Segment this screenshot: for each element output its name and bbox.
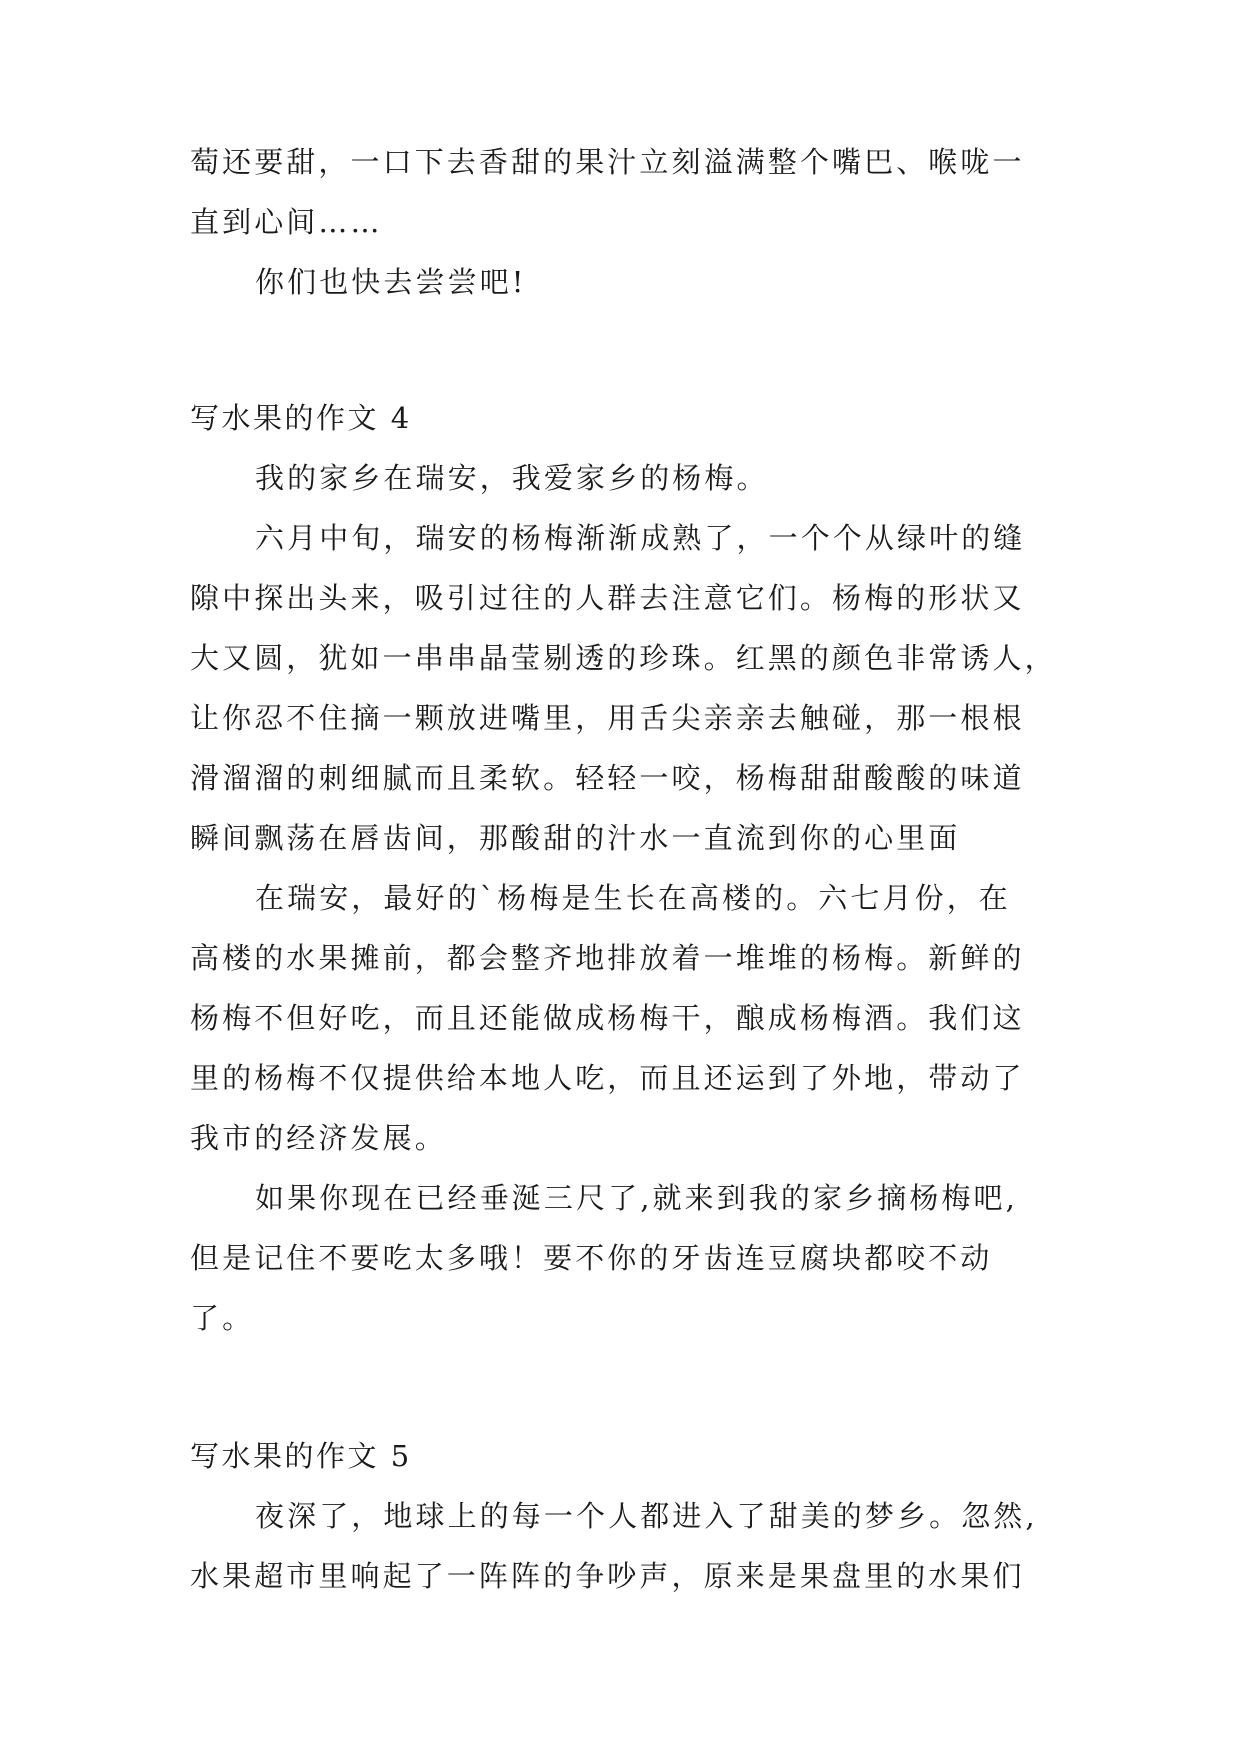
paragraph-line: 隙中探出头来，吸引过往的人群去注意它们。杨梅的形状又 <box>190 581 1025 615</box>
paragraph-line: 大又圆，犹如一串串晶莹剔透的珍珠。红黑的颜色非常诱人， <box>190 641 1057 675</box>
paragraph-line: 我市的经济发展。 <box>190 1121 447 1155</box>
paragraph-line: 如果你现在已经垂涎三尺了,就来到我的家乡摘杨梅吧, <box>255 1181 1018 1215</box>
paragraph-line: 水果超市里响起了一阵阵的争吵声，原来是果盘里的水果们 <box>190 1559 1025 1593</box>
paragraph-line: 萄还要甜，一口下去香甜的果汁立刻溢满整个嘴巴、喉咙一 <box>190 145 1025 179</box>
paragraph-line: 夜深了，地球上的每一个人都进入了甜美的梦乡。忽然, <box>255 1499 1038 1533</box>
section-heading: 写水果的作文 4 <box>190 401 412 435</box>
paragraph-line: 但是记住不要吃太多哦！要不你的牙齿连豆腐块都咬不动 <box>190 1241 993 1275</box>
paragraph-line: 让你忍不住摘一颗放进嘴里，用舌尖亲亲去触碰，那一根根 <box>190 701 1025 735</box>
paragraph-line: 高楼的水果摊前，都会整齐地排放着一堆堆的杨梅。新鲜的 <box>190 941 1025 975</box>
paragraph-line: 里的杨梅不仅提供给本地人吃，而且还运到了外地，带动了 <box>190 1061 1025 1095</box>
paragraph-line: 六月中旬，瑞安的杨梅渐渐成熟了，一个个从绿叶的缝 <box>255 521 1026 555</box>
paragraph-line: 你们也快去尝尝吧! <box>255 265 527 299</box>
paragraph-line: 我的家乡在瑞安，我爱家乡的杨梅。 <box>255 461 769 495</box>
paragraph-line: 了。 <box>190 1301 255 1335</box>
paragraph-line: 在瑞安，最好的`杨梅是生长在高楼的。六七月份，在 <box>255 881 1011 915</box>
section-heading: 写水果的作文 5 <box>190 1439 412 1473</box>
paragraph-line: 杨梅不但好吃，而且还能做成杨梅干，酿成杨梅酒。我们这 <box>190 1001 1025 1035</box>
paragraph-line: 直到心间…… <box>190 205 383 239</box>
paragraph-line: 滑溜溜的刺细腻而且柔软。轻轻一咬，杨梅甜甜酸酸的味道 <box>190 761 1025 795</box>
paragraph-line: 瞬间飘荡在唇齿间，那酸甜的汁水一直流到你的心里面 <box>190 821 961 855</box>
